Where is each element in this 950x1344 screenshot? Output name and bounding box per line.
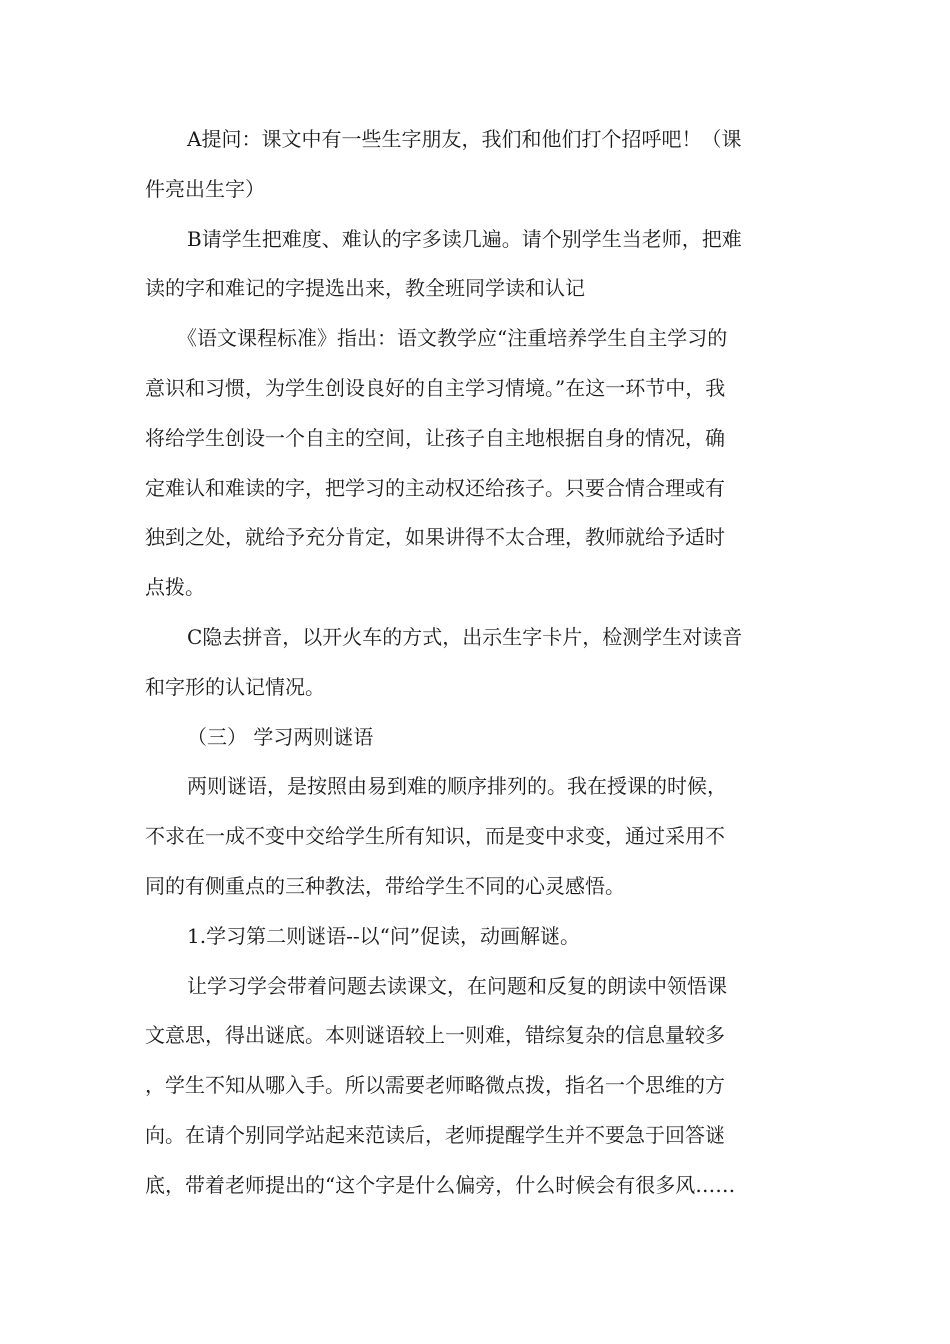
text-line: 读的字和难记的字提选出来，教全班同学读和认记 <box>145 276 585 301</box>
paragraph-riddles <box>145 762 805 911</box>
text-line: 同的有侧重点的三种教法，带给学生不同的心灵感悟。 <box>145 873 625 898</box>
text-line: B请学生把难度、难认的字多读几遍。请个别学生当老师，把难 <box>187 226 742 251</box>
paragraph-a <box>145 115 805 215</box>
text-line: 不求在一成不变中交给学生所有知识，而是变中求变，通过采用不 <box>145 824 725 849</box>
text-line: 文意思，得出谜底。本则谜语较上一则难，错综复杂的信息量较多 <box>145 1023 725 1048</box>
paragraph-curriculum-standard <box>145 314 805 613</box>
text-line: 1.学习第二则谜语--以“问”促读，动画解谜。 <box>187 923 581 948</box>
text-line: 意识和习惯，为学生创设良好的自主学习情境。”在这一环节中，我 <box>145 375 726 400</box>
paragraph-c <box>145 613 805 713</box>
text-line: 独到之处，就给予充分肯定，如果讲得不太合理，教师就给予适时 <box>145 525 725 550</box>
document-body <box>145 115 805 1211</box>
text-line: 底，带着老师提出的“这个字是什么偏旁，什么时候会有很多风…… <box>145 1172 736 1197</box>
paragraph-learning <box>145 962 805 1211</box>
text-line: 两则谜语，是按照由易到难的顺序排列的。我在授课的时候， <box>187 774 727 799</box>
text-line: 和字形的认记情况。 <box>145 674 325 699</box>
text-line: ，学生不知从哪入手。所以需要老师略微点拨，指名一个思维的方 <box>145 1073 725 1098</box>
text-line: A提问：课文中有一些生字朋友，我们和他们打个招呼吧！（课 <box>187 127 742 151</box>
text-line: 定难认和难读的字，把学习的主动权还给孩子。只要合情合理或有 <box>145 475 725 500</box>
list-item-1 <box>145 912 805 962</box>
paragraph-b <box>145 215 805 315</box>
text-line: C隐去拼音，以开火车的方式，出示生字卡片，检测学生对读音 <box>187 624 743 649</box>
text-line: 《语文课程标准》指出：语文教学应“注重培养学生自主学习的 <box>177 326 728 351</box>
text-line: 向。在请个别同学站起来范读后，老师提醒学生并不要急于回答谜 <box>145 1122 725 1147</box>
text-line: 点拨。 <box>145 575 205 600</box>
text-line: 让学习学会带着问题去读课文，在问题和反复的朗读中领悟课 <box>187 973 727 998</box>
text-line: 将给学生创设一个自主的空间，让孩子自主地根据自身的情况，确 <box>145 425 725 450</box>
text-line: （三） 学习两则谜语 <box>187 724 374 749</box>
section-heading-3 <box>145 713 805 763</box>
text-line: 件亮出生字） <box>145 176 265 201</box>
